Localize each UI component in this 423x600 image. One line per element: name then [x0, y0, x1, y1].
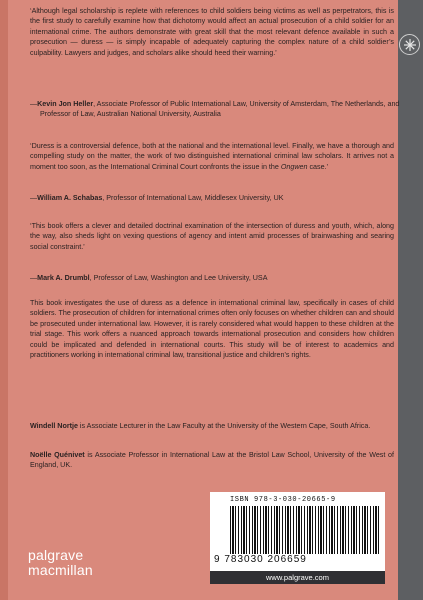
- quote-role: , Professor of International Law, Middlesex University, UK: [102, 194, 284, 202]
- barcode-box: [210, 492, 385, 571]
- attribution-heller: —Kevin Jon Heller, Associate Professor of Public International Law, University of Amsterdam, The Netherlands, and Professor of Law, Australian National University, Australia: [30, 100, 400, 119]
- isbn-label: ISBN 978-3-030-20665-9: [230, 496, 336, 504]
- quote-heller: [30, 6, 394, 58]
- author-bio-nortje: Windell Nortje is Associate Lecturer in the Law Faculty at the University of the Western Cape, South Africa.: [30, 422, 371, 430]
- book-description: This book investigates the use of duress as a defence in international criminal law, specifically in cases of child soldiers. The prosecution of children for international crimes often only focuses on whether children can and should be prosecuted under international law. However, it is rarely considered what would happen to these children at the trial stage. This work offers a nuanced approach towards international prosecution and considers how children could be implicated and defended in international courts. This study will be of interest to academics and practitioners working in international criminal law, transitional justice and children’s rights.: [30, 299, 394, 360]
- quote-author: William A. Schabas: [37, 194, 103, 202]
- publisher-logo-palgrave: palgrave: [28, 547, 84, 563]
- barcode-icon: [230, 506, 380, 554]
- front-cover-edge: [398, 0, 423, 600]
- case-name: Ongwen: [280, 162, 308, 171]
- quote-author: Kevin Jon Heller: [37, 100, 94, 108]
- quote-author: Mark A. Drumbl: [37, 274, 90, 282]
- publisher-logo-macmillan: macmillan: [28, 562, 93, 578]
- spine-edge: [0, 0, 8, 600]
- springer-mark-icon: [399, 34, 420, 55]
- quote-text: ‘Although legal scholarship is replete with references to child soldiers being victims as well as perpetrators, this is the first study to carefully examine how that dichotomy would affect an actual prosecution of a child soldier for an international crime. The authors demonstrate with great skill that the most relevant defence available in such a prosecution — duress — is simply incapable of adequately capturing the complex nature of a child soldier’s culpability. Lawyers and judges, and scholars alike should heed their warning.’: [30, 7, 394, 57]
- publisher-website: www.palgrave.com: [210, 571, 385, 584]
- author-name: Windell Nortje: [30, 422, 78, 430]
- author-name: Noëlle Quénivet: [30, 451, 85, 459]
- author-bio-quenivet: Noëlle Quénivet is Associate Professor in International Law at the Bristol Law School, University of the West of England, UK.: [30, 451, 395, 470]
- attribution-drumbl: —Mark A. Drumbl, Professor of Law, Washington and Lee University, USA: [30, 274, 268, 282]
- quote-role: , Professor of Law, Washington and Lee University, USA: [89, 274, 268, 282]
- quote-schabas: ‘Duress is a controversial defence, both at the national and the international level. Finally, we have a thorough and compelling study on the matter, the work of two distinguished international criminal law scholars. It arrives not a moment too soon, as the International Criminal Court confronts the issue in the Ongwen case.’: [30, 142, 394, 171]
- quote-drumbl: ‘This book offers a clever and detailed doctrinal examination of the intersection of duress and youth, which, along the way, also sheds light on vexing questions of agency and intent amid processes of brainwashing and searing social constraint.’: [30, 222, 394, 251]
- attribution-schabas: —William A. Schabas, Professor of International Law, Middlesex University, UK: [30, 194, 284, 202]
- barcode-number: 9 783030 206659: [214, 554, 307, 565]
- quote-role: , Associate Professor of Public International Law, University of Amsterdam, The Netherlands, and Professor of Law, Australian National University, Australia: [40, 100, 400, 119]
